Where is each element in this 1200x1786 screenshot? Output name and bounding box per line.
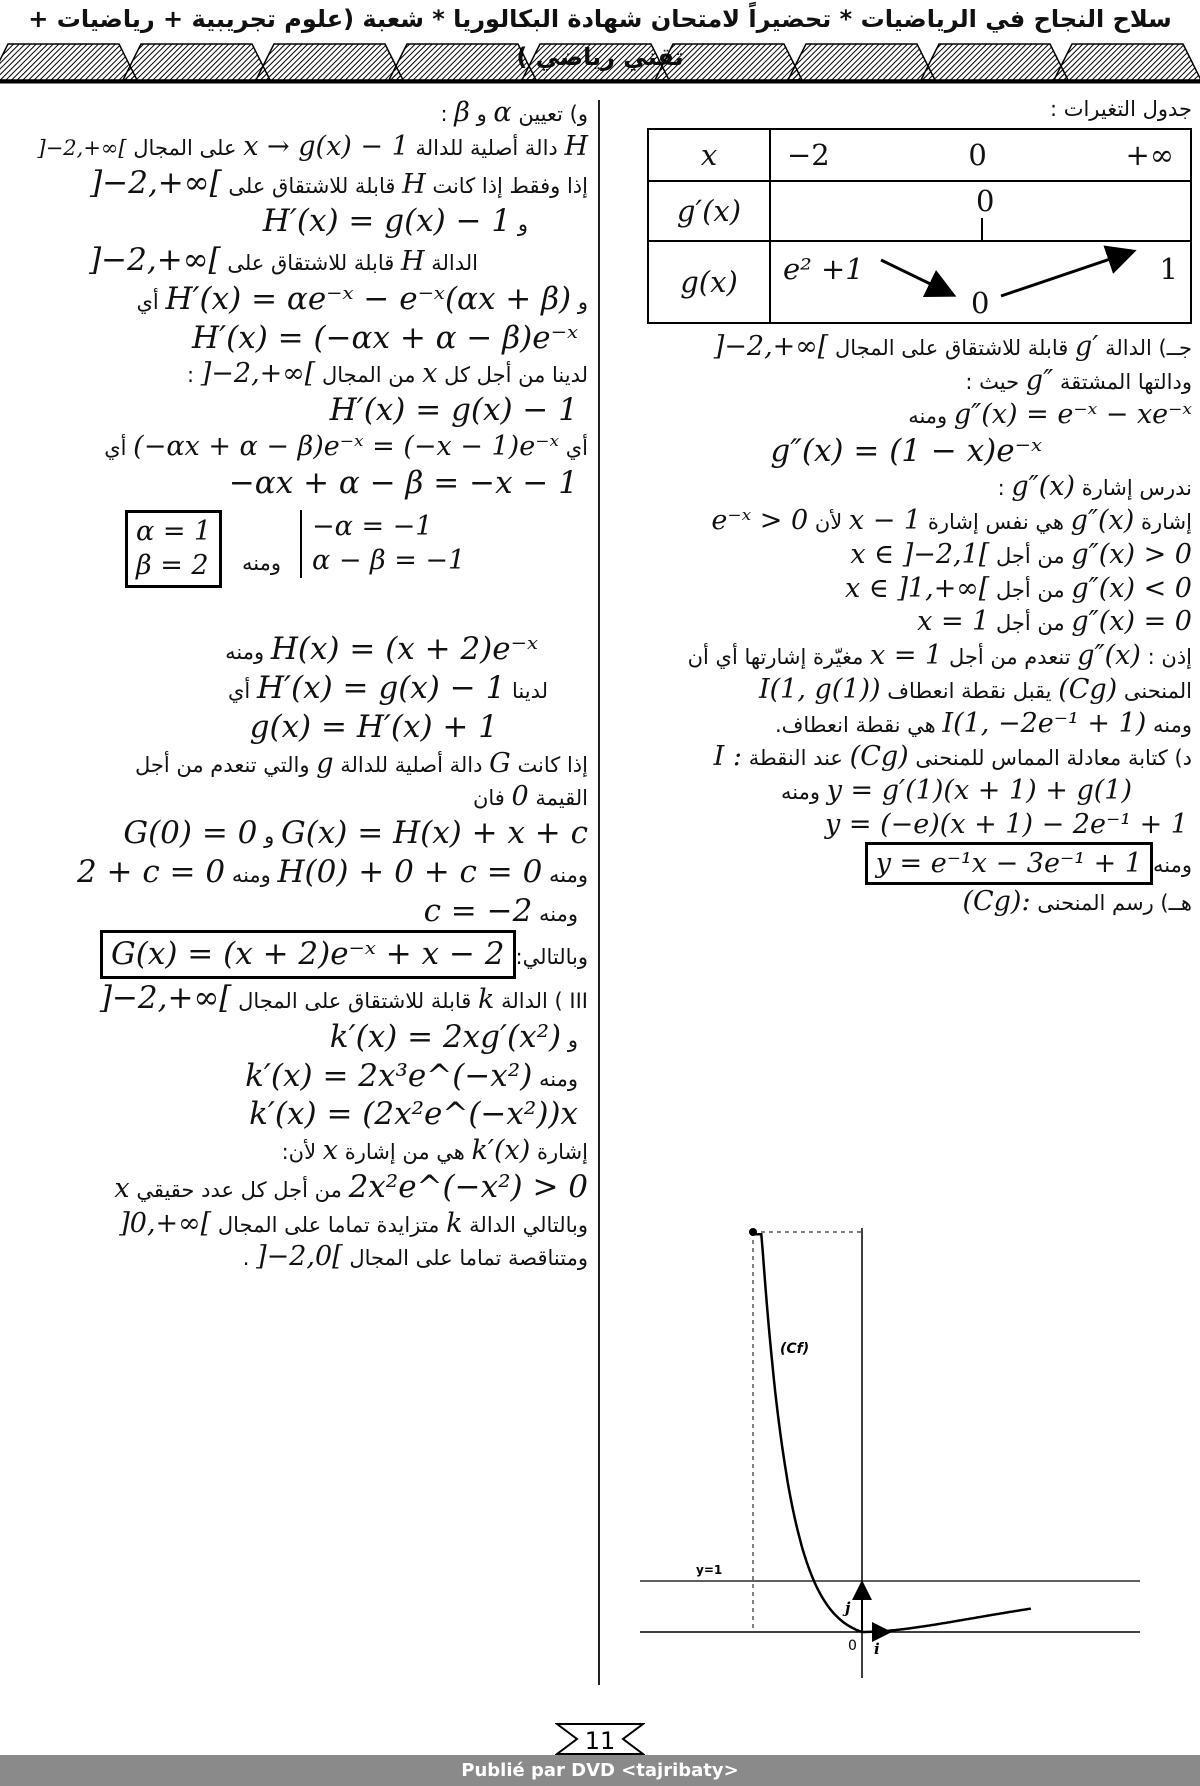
part-h-line: هــ) رسم المنحنى (Cg):	[962, 886, 1192, 918]
x-value-left: −2	[787, 138, 830, 173]
part-w-line15: إذا كانت G دالة أصلية للدالة g والتي تنعدم من أجل	[134, 747, 588, 779]
increasing-arrow	[1001, 252, 1131, 296]
part-w-line19: ومنه c = −2	[423, 892, 578, 929]
page-number-tab	[555, 1722, 645, 1756]
part-j-line10: إذن : g″(x) تنعدم من أجل x = 1 مغيّرة إشارتها أي أن	[687, 640, 1192, 671]
part-j-line9: g″(x) = 0 من أجل x = 1	[917, 606, 1192, 638]
table-gprime-row	[770, 181, 1191, 241]
variation-table	[647, 128, 1192, 324]
part-d-line4: ومنهy = e⁻¹x − 3e⁻¹ + 1	[612, 842, 1192, 886]
part-w-line12: H(x) = (x + 2)e⁻ˣ ومنه	[225, 631, 538, 668]
part-w-line7: H′(x) = (−αx + α − β)e⁻ˣ	[192, 319, 578, 356]
g-min-value: 0	[971, 286, 990, 321]
part-j-line1: جــ) الدالة g′ قابلة للاشتقاق على المجال ]−2,+∞[	[713, 331, 1192, 363]
x-value-right: +∞	[1125, 138, 1174, 173]
system-equations: −α = −1 α − β = −1	[300, 510, 465, 578]
part-iii-line1: III ) الدالة k قابلة للاشتقاق على المجال ]−2,+∞[	[99, 980, 588, 1016]
i-label: i	[874, 1640, 880, 1658]
part-w-line18: ومنه H(0) + 0 + c = 0 ومنه 2 + c = 0	[76, 853, 588, 890]
part-j-line7: g″(x) > 0 من أجل x ∈ ]−2,1[	[850, 538, 1192, 570]
system-block	[10, 506, 588, 626]
part-w-line20: وبالتالي:G(x) = (x + 2)e⁻ˣ + x − 2	[10, 930, 588, 979]
table-label-x: x	[648, 129, 770, 181]
solution-box: α = 1 β = 2	[125, 510, 222, 588]
curve-label: (Cf)	[780, 1341, 810, 1357]
part-iii-line7: وبالتالي الدالة k متزايدة تماما على المجال ]0,+∞[	[119, 1207, 588, 1239]
part-w-line6: و H′(x) = αe⁻ˣ − e⁻ˣ(αx + β) أي	[136, 280, 588, 317]
part-d-line2: y = g′(1)(x + 1) + g(1) ومنه	[781, 775, 1132, 806]
part-w-line9: H′(x) = g(x) − 1	[329, 392, 578, 428]
part-j-line8: g″(x) < 0 من أجل x ∈ ]1,+∞[	[845, 572, 1192, 604]
part-w-line4: و H′(x) = g(x) − 1	[262, 203, 528, 240]
part-w-line5: الدالة H قابلة للاشتقاق على ]−2,+∞[	[89, 242, 478, 278]
part-w-line16: القيمة 0 فان	[472, 781, 588, 813]
origin-label: 0	[848, 1638, 857, 1654]
footer	[0, 1755, 1200, 1786]
part-j-line12: ومنه I(1, −2e⁻¹ + 1) هي نقطة انعطاف.	[774, 707, 1192, 739]
part-iii-line6: 2x²e^(−x²) > 0 من أجل كل عدد حقيقي x	[114, 1168, 588, 1205]
table-label-gprime: g′(x)	[648, 181, 770, 241]
part-d-line3: y = (−e)(x + 1) − 2e⁻¹ + 1	[825, 808, 1188, 840]
part-w-line1: و) تعيين α و β :	[440, 97, 588, 128]
part-w-line2: H دالة أصلية للدالة x → g(x) − 1 على المجال ]−2,+∞[	[37, 130, 588, 162]
tangent-equation-box: y = e⁻¹x − 3e⁻¹ + 1	[865, 842, 1153, 886]
band-shape	[921, 44, 1068, 80]
band-shape	[256, 44, 403, 80]
band-shape	[389, 44, 536, 80]
part-iii-line4: k′(x) = (2x²e^(−x²))x	[249, 1096, 578, 1133]
decorative-band	[0, 40, 1200, 84]
part-iii-line8: ومتناقصة تماما على المجال ]−2,0[ .	[242, 1241, 588, 1273]
part-iii-line3: ومنه k′(x) = 2x³e^(−x²)	[245, 1057, 578, 1094]
part-j-line11: المنحنى (Cg) يقبل نقطة انعطاف I(1, g(1))	[758, 673, 1192, 705]
part-iii-line5: إشارة k′(x) هي من إشارة x لأن:	[281, 1135, 588, 1166]
band-shape	[788, 44, 935, 80]
system-then-label: ومنه	[242, 551, 281, 576]
header-title: سلاح النجاح في الرياضيات * تحضيراً لامتحان شهادة البكالوريا * شعبة (علوم تجريبية + رياضيات +	[28, 5, 1172, 33]
column-divider	[598, 100, 600, 1685]
part-iii-line2: و k′(x) = 2xg′(x²)	[329, 1018, 578, 1055]
table-label-g: g(x)	[648, 241, 770, 323]
right-column	[612, 96, 1192, 919]
variation-table-title: جدول التغيرات :	[1049, 97, 1192, 121]
band-shape	[123, 44, 270, 80]
part-j-line4: g″(x) = (1 − x)e⁻ˣ	[770, 432, 1042, 469]
footer-text: Publié par DVD <tajribaty>	[461, 1760, 739, 1781]
variation-arrows	[771, 242, 1191, 324]
part-w-line10: أي (−αx + α − β)e⁻ˣ = (−x − 1)e⁻ˣ أي	[104, 430, 588, 462]
table-x-values	[770, 129, 1191, 181]
asymptote-label: y=1	[696, 1563, 723, 1577]
curve-graph	[620, 1208, 1140, 1678]
part-j-line3: g″(x) = e⁻ˣ − xe⁻ˣ ومنه	[908, 398, 1192, 430]
part-w-line13: لدينا H′(x) = g(x) − 1 أي	[227, 670, 548, 706]
table-g-row	[770, 241, 1191, 323]
part-w-line3: إذا وفقط إذا كانت H قابلة للاشتقاق على ]−2,+∞[	[90, 164, 588, 201]
band-shape	[522, 44, 669, 80]
x-value-middle: 0	[968, 138, 987, 173]
part-j-line5: ندرس إشارة g″(x) :	[997, 471, 1192, 503]
page-header	[0, 0, 1200, 38]
decreasing-arrow	[881, 260, 951, 294]
left-column	[10, 96, 588, 1274]
part-w-line11: −αx + α − β = −x − 1	[228, 464, 578, 501]
page-number: 11	[584, 1727, 616, 1755]
part-d-line1: د) كتابة معادلة المماس للمنحنى (Cg) عند النقطة I :	[713, 741, 1192, 773]
band-shape	[0, 44, 137, 80]
part-w-line8: لدينا من أجل كل x من المجال ]−2,+∞[ :	[186, 358, 588, 390]
band-shape	[655, 44, 802, 80]
part-j-line2: ودالتها المشتقة g″ حيث :	[965, 365, 1192, 396]
g-right-value: 1	[1159, 252, 1178, 287]
band-shape	[1054, 44, 1200, 80]
part-j-line6: إشارة g″(x) هي نفس إشارة x − 1 لأن e⁻ˣ > 0	[711, 505, 1192, 536]
curve-cg	[753, 1234, 1031, 1632]
j-label: j	[845, 1599, 851, 1617]
gprime-zero: 0	[976, 184, 995, 219]
part-w-line17: G(x) = H(x) + x + c و G(0) = 0	[123, 815, 588, 851]
gprime-zero-bar	[981, 218, 983, 242]
g-left-value: e² +1	[783, 252, 864, 287]
part-w-line14: g(x) = H′(x) + 1	[249, 708, 498, 745]
g-result-box: G(x) = (x + 2)e⁻ˣ + x − 2	[100, 930, 515, 979]
